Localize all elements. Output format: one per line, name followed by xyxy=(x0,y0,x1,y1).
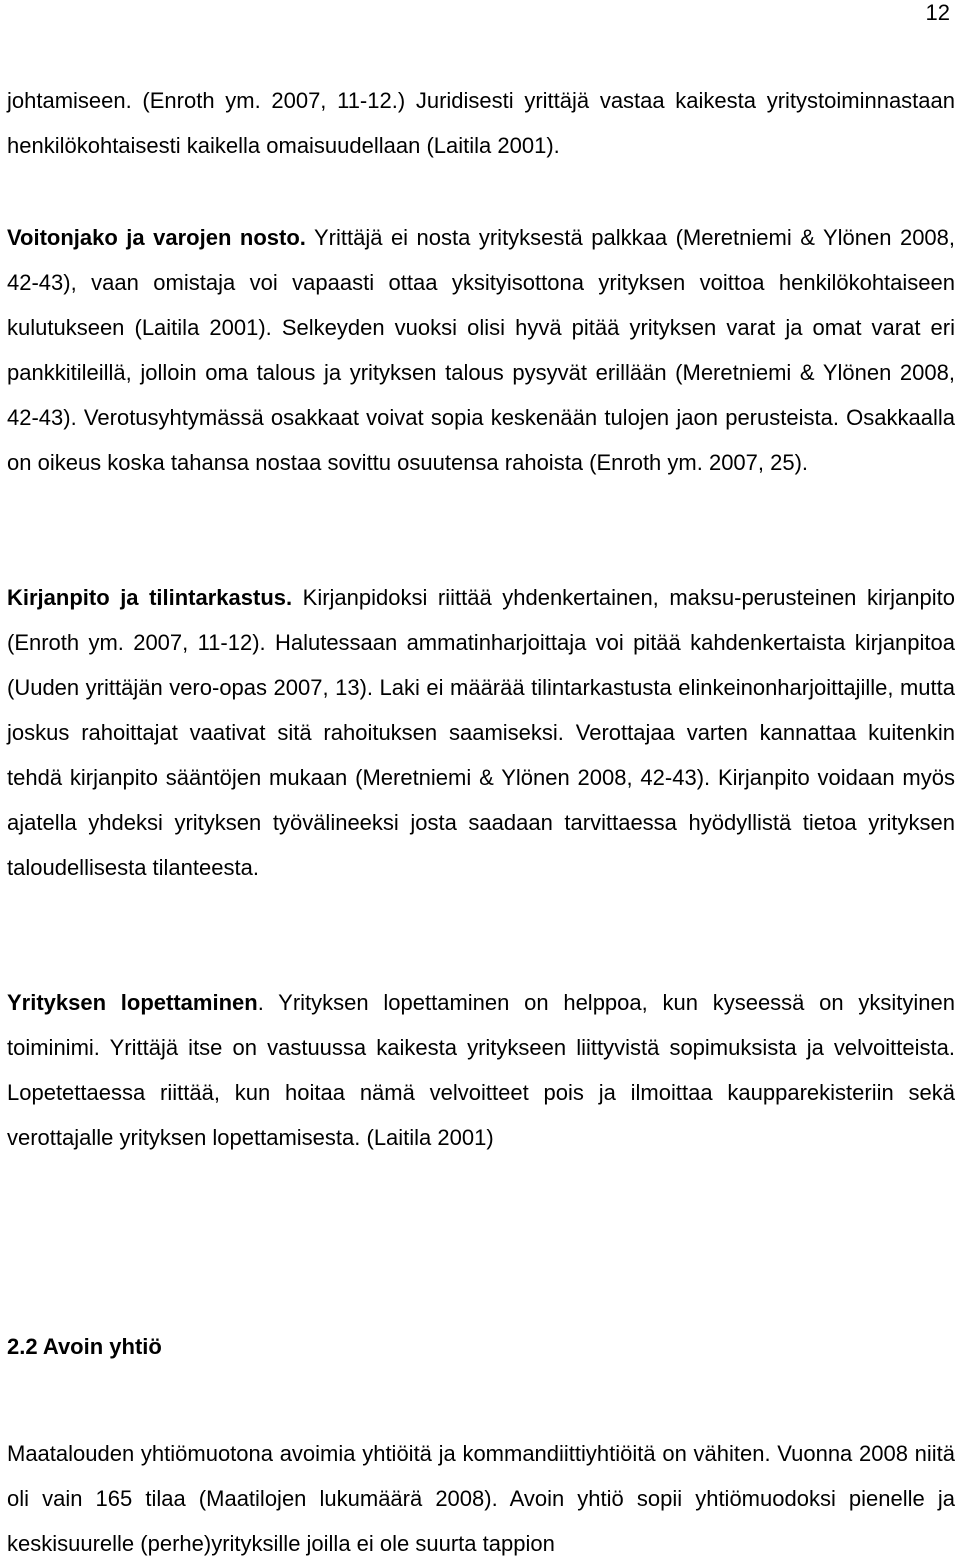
paragraph-heading: Yrityksen lopettaminen xyxy=(7,990,258,1015)
paragraph-bookkeeping xyxy=(7,575,955,890)
paragraph-text: Maatalouden yhtiömuotona avoimia yhtiöitä ja kommandiittiyhtiöitä on vähiten. Vuonna 2008 niitä oli vain 165 tilaa (Maatilojen lukumäärä 2008). Avoin yhtiö sopii yhtiömuodoksi pienelle ja keskisuurelle (perhe)yrityksille joilla ei ole suurta tappion xyxy=(7,1441,955,1556)
paragraph-text: . Yrityksen lopettaminen on helppoa, kun kyseessä on yksityinen toiminimi. Yrittäjä itse on vastuussa kaikesta yritykseen liittyvistä sopimuksista ja velvoitteista. Lopetettaessa riittää, kun hoitaa nämä velvoitteet pois ja ilmoittaa kaupparekisteriin sekä verottajalle yrityksen lopettamisesta. (Laitila 2001) xyxy=(7,990,955,1150)
paragraph-text: Yrittäjä ei nosta yrityksestä palkkaa (Meretniemi & Ylönen 2008, 42-43), vaan omistaja voi vapaasti ottaa yksityisottona yrityksen voittoa henkilökohtaiseen kulutukseen (Laitila 2001). Selkeyden vuoksi olisi hyvä pitää yrityksen varat ja omat varat eri pankkitileillä, jolloin oma talous ja yrityksen talous pysyvät erillään (Meretniemi & Ylönen 2008, 42-43). Verotusyhtymässä osakkaat voivat sopia keskenään tulojen jaon perusteista. Osakkaalla on oikeus koska tahansa nostaa sovittu osuutensa rahoista (Enroth ym. 2007, 25). xyxy=(7,225,956,475)
section-heading: 2.2 Avoin yhtiö xyxy=(7,1334,162,1359)
paragraph-general-partnership xyxy=(7,1431,955,1566)
page-number: 12 xyxy=(925,0,950,25)
paragraph-heading: Voitonjako ja varojen nosto. xyxy=(7,225,306,250)
paragraph-closing-business xyxy=(7,980,955,1160)
paragraph-profit-distribution xyxy=(7,215,955,485)
paragraph-text: johtamiseen. (Enroth ym. 2007, 11-12.) Juridisesti yrittäjä vastaa kaikesta yritystoiminnastaan henkilökohtaisesti kaikella omaisuudellaan (Laitila 2001). xyxy=(7,88,955,158)
paragraph-ownership-liability xyxy=(7,78,955,168)
paragraph-heading: Kirjanpito ja tilintarkastus. xyxy=(7,585,293,610)
paragraph-text: Kirjanpidoksi riittää yhdenkertainen, maksu-perusteinen kirjanpito (Enroth ym. 2007, 11-12). Halutessaan ammatinharjoittaja voi pitää kahdenkertaista kirjanpitoa (Uuden yrittäjän vero-opas 2007, 13). Laki ei määrää tilintarkastusta elinkeinonharjoittajille, mutta joskus rahoittajat vaativat sitä rahoituksen saamiseksi. Verottajaa varten kannattaa kuitenkin tehdä kirjanpito sääntöjen mukaan (Meretniemi & Ylönen 2008, 42-43). Kirjanpito voidaan myös ajatella yhdeksi yrityksen työvälineeksi josta saadaan tarvittaessa hyödyllistä tietoa yrityksen taloudellisesta tilanteesta. xyxy=(7,585,955,880)
